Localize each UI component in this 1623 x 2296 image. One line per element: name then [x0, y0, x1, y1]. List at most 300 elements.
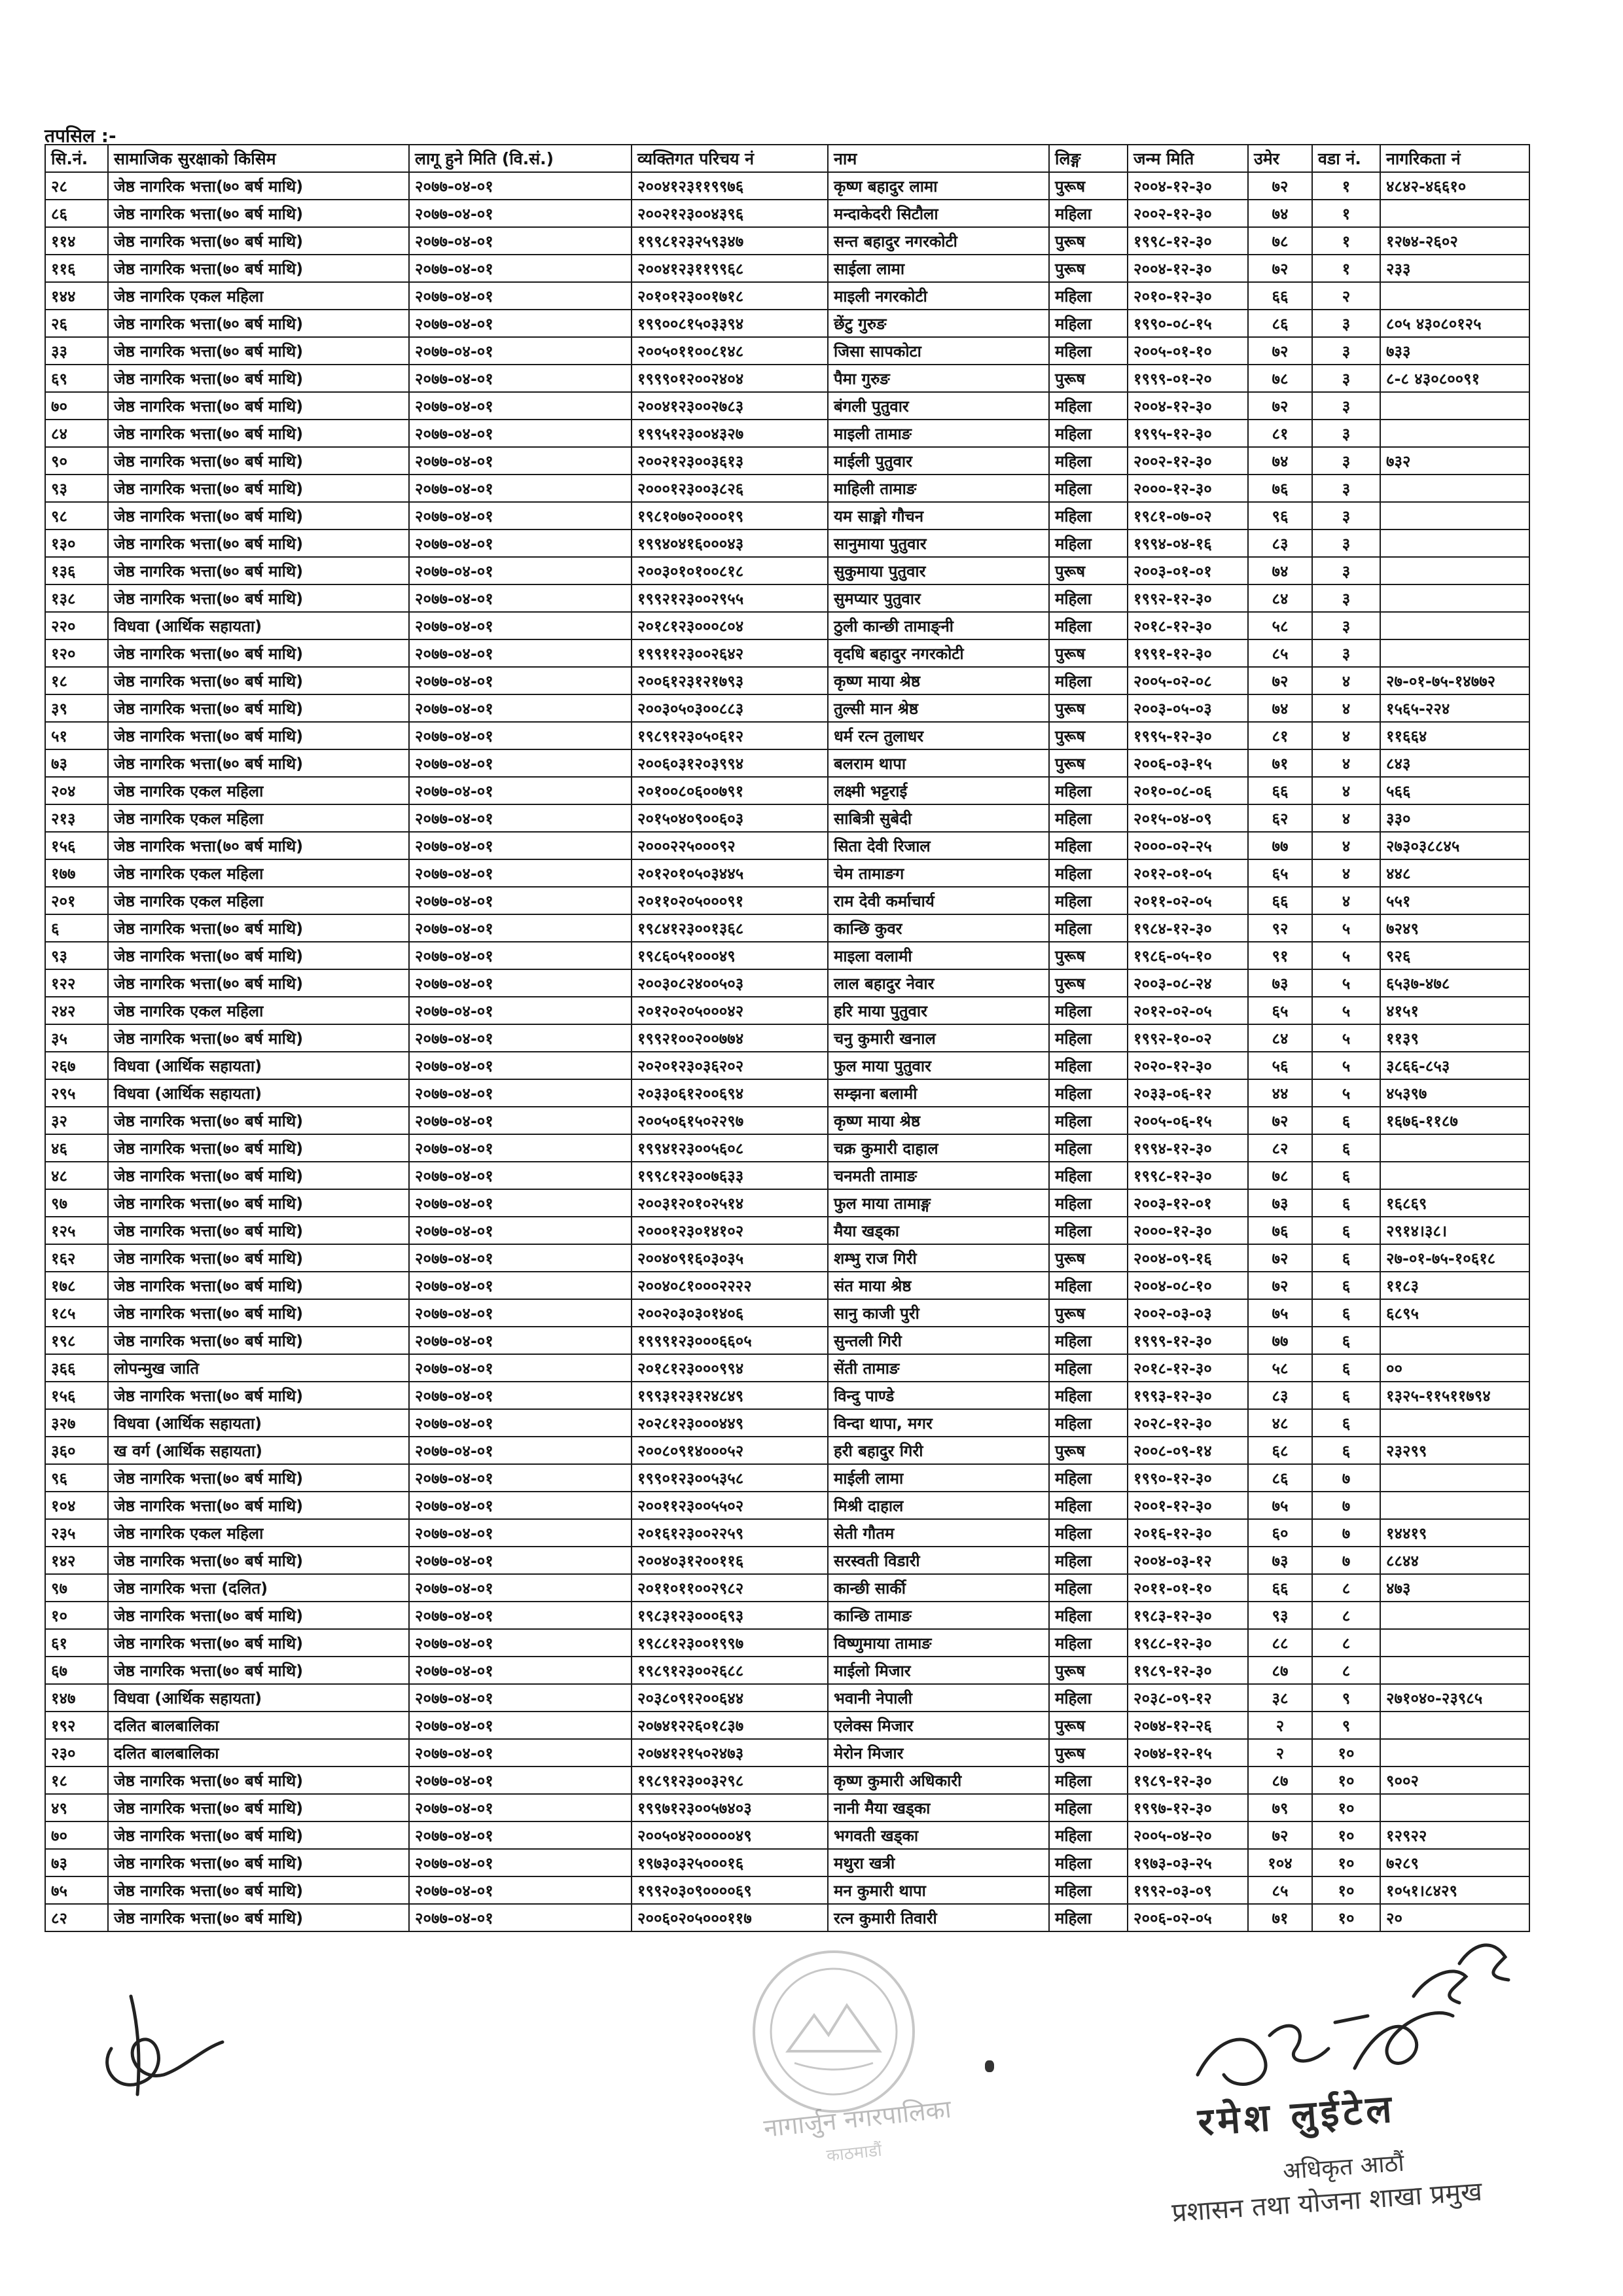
effective-date-cell: २०७७-०४-०१: [409, 1684, 632, 1712]
gender-cell: महिला: [1049, 1024, 1128, 1052]
name-cell: कृष्ण कुमारी अधिकारी: [828, 1767, 1049, 1794]
table-row: [45, 667, 1529, 694]
citizenship-cell: ११८३: [1380, 1272, 1529, 1299]
gender-cell: महिला: [1049, 1354, 1128, 1382]
effective-date-cell: २०७७-०४-०१: [409, 1217, 632, 1244]
birth-date-cell: २०००-१२-३०: [1128, 1217, 1248, 1244]
table-row: [45, 1821, 1529, 1849]
birth-date-cell: २०७४-१२-२६: [1128, 1712, 1248, 1739]
name-cell: माइला वलामी: [828, 942, 1049, 969]
effective-date-cell: २०७७-०४-०१: [409, 1767, 632, 1794]
personal-id-cell: १९९२१२३००२९५५: [632, 584, 828, 612]
citizenship-cell: [1380, 282, 1529, 310]
name-cell: वृदधि बहादुर नगरकोटी: [828, 639, 1049, 667]
table-row: [45, 1849, 1529, 1876]
personal-id-cell: २००२०३०३०१४०६: [632, 1299, 828, 1327]
ward-cell: ६: [1312, 1244, 1380, 1272]
age-cell: ७२: [1248, 667, 1312, 694]
table-row: [45, 1052, 1529, 1079]
gender-cell: पुरूष: [1049, 1739, 1128, 1767]
ward-cell: ५: [1312, 1052, 1380, 1079]
citizenship-cell: [1380, 200, 1529, 227]
name-cell: यम साङ्मो गौचन: [828, 502, 1049, 529]
birth-date-cell: १९९७-१२-३०: [1128, 1794, 1248, 1821]
name-cell: सेती गौतम: [828, 1519, 1049, 1547]
birth-date-cell: १९८३-१२-३०: [1128, 1602, 1248, 1629]
personal-id-cell: २००४१२३११९९७६: [632, 172, 828, 200]
personal-id-cell: १९९२०३०९००००६९: [632, 1876, 828, 1904]
ward-cell: १०: [1312, 1904, 1380, 1931]
gender-cell: महिला: [1049, 777, 1128, 804]
scheme-cell: जेष्ठ नागरिक भत्ता(७० बर्ष माथि): [108, 1849, 409, 1876]
birth-date-cell: १९९८-१२-३०: [1128, 1162, 1248, 1189]
age-cell: ७३: [1248, 969, 1312, 997]
serial-cell: ३५: [45, 1024, 108, 1052]
age-cell: ९३: [1248, 1602, 1312, 1629]
scheme-cell: जेष्ठ नागरिक भत्ता(७० बर्ष माथि): [108, 1602, 409, 1629]
birth-date-cell: २००४-०३-१२: [1128, 1547, 1248, 1574]
birth-date-cell: १९७३-०३-२५: [1128, 1849, 1248, 1876]
effective-date-cell: २०७७-०४-०१: [409, 1409, 632, 1437]
gender-cell: पुरूष: [1049, 1244, 1128, 1272]
ward-cell: ८: [1312, 1629, 1380, 1657]
gender-cell: पुरूष: [1049, 227, 1128, 255]
gender-cell: महिला: [1049, 1382, 1128, 1409]
age-cell: ७१: [1248, 749, 1312, 777]
name-cell: कान्छि तामाङ: [828, 1602, 1049, 1629]
age-cell: ७२: [1248, 392, 1312, 420]
age-cell: ८३: [1248, 529, 1312, 557]
scheme-cell: जेष्ठ नागरिक भत्ता(७० बर्ष माथि): [108, 1657, 409, 1684]
effective-date-cell: २०७७-०४-०१: [409, 722, 632, 749]
birth-date-cell: २००८-०९-१४: [1128, 1437, 1248, 1464]
name-cell: सन्त बहादुर नगरकोटी: [828, 227, 1049, 255]
personal-id-cell: २०२८१२३०००४४९: [632, 1409, 828, 1437]
citizenship-cell: ३८६६-८५३: [1380, 1052, 1529, 1079]
ward-cell: ३: [1312, 310, 1380, 337]
age-cell: ८७: [1248, 1767, 1312, 1794]
gender-cell: महिला: [1049, 1052, 1128, 1079]
name-cell: बंगली पुतुवार: [828, 392, 1049, 420]
citizenship-cell: २३३: [1380, 255, 1529, 282]
serial-cell: १४७: [45, 1684, 108, 1712]
personal-id-cell: २००३०१०१००८१८: [632, 557, 828, 584]
age-cell: १०४: [1248, 1849, 1312, 1876]
ward-cell: ४: [1312, 832, 1380, 859]
scheme-cell: जेष्ठ नागरिक भत्ता(७० बर्ष माथि): [108, 722, 409, 749]
table-row: [45, 420, 1529, 447]
citizenship-cell: ७२८९: [1380, 1849, 1529, 1876]
gender-cell: महिला: [1049, 310, 1128, 337]
serial-cell: ६७: [45, 1657, 108, 1684]
ward-cell: ५: [1312, 1079, 1380, 1107]
scheme-cell: विधवा (आर्थिक सहायता): [108, 612, 409, 639]
gender-cell: महिला: [1049, 1464, 1128, 1492]
age-cell: ९१: [1248, 942, 1312, 969]
birth-date-cell: २००३-०१-०१: [1128, 557, 1248, 584]
scheme-cell: जेष्ठ नागरिक भत्ता(७० बर्ष माथि): [108, 832, 409, 859]
serial-cell: ९०: [45, 447, 108, 475]
birth-date-cell: १९९९-१२-३०: [1128, 1327, 1248, 1354]
personal-id-cell: २०००१२३००३८२६: [632, 475, 828, 502]
age-cell: ७२: [1248, 1272, 1312, 1299]
personal-id-cell: १९७३०३२५०००१६: [632, 1849, 828, 1876]
scheme-cell: जेष्ठ नागरिक भत्ता(७० बर्ष माथि): [108, 1547, 409, 1574]
gender-cell: पुरूष: [1049, 1299, 1128, 1327]
ward-cell: ७: [1312, 1464, 1380, 1492]
personal-id-cell: २००४१२३००२७८३: [632, 392, 828, 420]
name-cell: माईली लामा: [828, 1464, 1049, 1492]
birth-date-cell: १९८८-१२-३०: [1128, 1629, 1248, 1657]
gender-cell: महिला: [1049, 1849, 1128, 1876]
table-row: [45, 1794, 1529, 1821]
table-row: [45, 1657, 1529, 1684]
effective-date-cell: २०७७-०४-०१: [409, 667, 632, 694]
column-header: लिङ्ग: [1049, 145, 1128, 172]
gender-cell: महिला: [1049, 1767, 1128, 1794]
gender-cell: महिला: [1049, 612, 1128, 639]
effective-date-cell: २०७७-०४-०१: [409, 1519, 632, 1547]
citizenship-cell: [1380, 529, 1529, 557]
effective-date-cell: २०७७-०४-०१: [409, 1492, 632, 1519]
gender-cell: महिला: [1049, 997, 1128, 1024]
serial-cell: २३५: [45, 1519, 108, 1547]
ward-cell: ६: [1312, 1107, 1380, 1134]
serial-cell: ८६: [45, 200, 108, 227]
ward-cell: ३: [1312, 337, 1380, 365]
effective-date-cell: २०७७-०४-०१: [409, 1024, 632, 1052]
citizenship-cell: [1380, 502, 1529, 529]
effective-date-cell: २०७७-०४-०१: [409, 942, 632, 969]
scheme-cell: जेष्ठ नागरिक भत्ता(७० बर्ष माथि): [108, 1189, 409, 1217]
scheme-cell: जेष्ठ नागरिक भत्ता(७० बर्ष माथि): [108, 1107, 409, 1134]
name-cell: सिता देवी रिजाल: [828, 832, 1049, 859]
ward-cell: ६: [1312, 1437, 1380, 1464]
serial-cell: ३६०: [45, 1437, 108, 1464]
personal-id-cell: २००३०५०३००८८३: [632, 694, 828, 722]
scheme-cell: जेष्ठ नागरिक भत्ता(७० बर्ष माथि): [108, 914, 409, 942]
serial-cell: ११६: [45, 255, 108, 282]
effective-date-cell: २०७७-०४-०१: [409, 1327, 632, 1354]
scheme-cell: जेष्ठ नागरिक एकल महिला: [108, 804, 409, 832]
citizenship-cell: ७२४९: [1380, 914, 1529, 942]
name-cell: चनमती तामाङ: [828, 1162, 1049, 1189]
citizenship-cell: २०: [1380, 1904, 1529, 1931]
birth-date-cell: २००३-०५-०३: [1128, 694, 1248, 722]
citizenship-cell: [1380, 639, 1529, 667]
personal-id-cell: २०७४१२२६०१८३७: [632, 1712, 828, 1739]
ward-cell: ३: [1312, 447, 1380, 475]
table-row: [45, 969, 1529, 997]
name-cell: चक्र कुमारी दाहाल: [828, 1134, 1049, 1162]
scheme-cell: जेष्ठ नागरिक एकल महिला: [108, 997, 409, 1024]
birth-date-cell: २००४-०८-१०: [1128, 1272, 1248, 1299]
serial-cell: २०४: [45, 777, 108, 804]
personal-id-cell: २०११०२०५०००९१: [632, 887, 828, 914]
scheme-cell: जेष्ठ नागरिक भत्ता(७० बर्ष माथि): [108, 1629, 409, 1657]
effective-date-cell: २०७७-०४-०१: [409, 1244, 632, 1272]
personal-id-cell: १९९४०४१६०००४३: [632, 529, 828, 557]
age-cell: ३८: [1248, 1684, 1312, 1712]
effective-date-cell: २०७७-०४-०१: [409, 1189, 632, 1217]
age-cell: ७७: [1248, 1327, 1312, 1354]
ward-cell: ३: [1312, 529, 1380, 557]
ward-cell: १०: [1312, 1876, 1380, 1904]
name-cell: विष्णुमाया तामाङ: [828, 1629, 1049, 1657]
column-header: सि.नं.: [45, 145, 108, 172]
age-cell: ८३: [1248, 1382, 1312, 1409]
scheme-cell: दलित बालबालिका: [108, 1712, 409, 1739]
serial-cell: १३६: [45, 557, 108, 584]
birth-date-cell: २०११-०२-०५: [1128, 887, 1248, 914]
citizenship-cell: १६७६-११८७: [1380, 1107, 1529, 1134]
age-cell: ८५: [1248, 639, 1312, 667]
scheme-cell: जेष्ठ नागरिक भत्ता(७० बर्ष माथि): [108, 392, 409, 420]
serial-cell: ६: [45, 914, 108, 942]
name-cell: साबित्री सुबेदी: [828, 804, 1049, 832]
gender-cell: पुरूष: [1049, 557, 1128, 584]
personal-id-cell: १९९२१००२००७७४: [632, 1024, 828, 1052]
citizenship-cell: २७१०४०-२३९८५: [1380, 1684, 1529, 1712]
scheme-cell: जेष्ठ नागरिक भत्ता(७० बर्ष माथि): [108, 1464, 409, 1492]
effective-date-cell: २०७७-०४-०१: [409, 694, 632, 722]
age-cell: ७२: [1248, 337, 1312, 365]
name-cell: छेंटु गुरुङ: [828, 310, 1049, 337]
personal-id-cell: २०७४१२१५०२४७३: [632, 1739, 828, 1767]
serial-cell: २०१: [45, 887, 108, 914]
effective-date-cell: २०७७-०४-०१: [409, 310, 632, 337]
gender-cell: पुरूष: [1049, 639, 1128, 667]
serial-cell: १३८: [45, 584, 108, 612]
ward-cell: १०: [1312, 1849, 1380, 1876]
name-cell: संत माया श्रेष्ठ: [828, 1272, 1049, 1299]
citizenship-cell: [1380, 475, 1529, 502]
citizenship-cell: [1380, 1464, 1529, 1492]
gender-cell: पुरूष: [1049, 969, 1128, 997]
name-cell: एलेक्स मिजार: [828, 1712, 1049, 1739]
gender-cell: पुरूष: [1049, 365, 1128, 392]
birth-date-cell: २०२०-१२-३०: [1128, 1052, 1248, 1079]
mountain-emblem-icon: [755, 1953, 912, 2110]
birth-date-cell: १९९२-०३-०९: [1128, 1876, 1248, 1904]
age-cell: ६५: [1248, 997, 1312, 1024]
gender-cell: महिला: [1049, 1574, 1128, 1602]
scheme-cell: जेष्ठ नागरिक भत्ता(७० बर्ष माथि): [108, 1272, 409, 1299]
column-header: जन्म मिति: [1128, 145, 1248, 172]
serial-cell: १२५: [45, 1217, 108, 1244]
age-cell: ७५: [1248, 1299, 1312, 1327]
personal-id-cell: २००८०९१४०००५२: [632, 1437, 828, 1464]
name-cell: मन कुमारी थापा: [828, 1876, 1049, 1904]
serial-cell: १८: [45, 667, 108, 694]
effective-date-cell: २०७७-०४-०१: [409, 1739, 632, 1767]
table-row: [45, 584, 1529, 612]
scheme-cell: जेष्ठ नागरिक भत्ता(७० बर्ष माथि): [108, 1767, 409, 1794]
age-cell: ७४: [1248, 200, 1312, 227]
gender-cell: महिला: [1049, 475, 1128, 502]
left-signature: [92, 1970, 236, 2114]
name-cell: कान्छि कुवर: [828, 914, 1049, 942]
effective-date-cell: २०७७-०४-०१: [409, 639, 632, 667]
table-row: [45, 1134, 1529, 1162]
gender-cell: महिला: [1049, 200, 1128, 227]
scheme-cell: जेष्ठ नागरिक भत्ता(७० बर्ष माथि): [108, 1134, 409, 1162]
table-row: [45, 1244, 1529, 1272]
personal-id-cell: १९९८१२३००७६३३: [632, 1162, 828, 1189]
table-row: [45, 859, 1529, 887]
table-row: [45, 804, 1529, 832]
gender-cell: महिला: [1049, 1547, 1128, 1574]
personal-id-cell: १९९९१२३०००६६०५: [632, 1327, 828, 1354]
name-cell: माईलो मिजार: [828, 1657, 1049, 1684]
scheme-cell: जेष्ठ नागरिक भत्ता(७० बर्ष माथि): [108, 337, 409, 365]
scheme-cell: ख वर्ग (आर्थिक सहायता): [108, 1437, 409, 1464]
age-cell: ७२: [1248, 255, 1312, 282]
ward-cell: ३: [1312, 612, 1380, 639]
name-cell: माइली नगरकोटी: [828, 282, 1049, 310]
personal-id-cell: १९९५१२३००४३२७: [632, 420, 828, 447]
ward-cell: ३: [1312, 420, 1380, 447]
serial-cell: ९८: [45, 502, 108, 529]
birth-date-cell: २००४-१२-३०: [1128, 172, 1248, 200]
citizenship-cell: [1380, 557, 1529, 584]
table-row: [45, 1079, 1529, 1107]
personal-id-cell: २०१८१२३०००८०४: [632, 612, 828, 639]
effective-date-cell: २०७७-०४-०१: [409, 1574, 632, 1602]
age-cell: ८८: [1248, 1629, 1312, 1657]
birth-date-cell: २००३-०८-२४: [1128, 969, 1248, 997]
table-row: [45, 1272, 1529, 1299]
citizenship-cell: १५६५-२२४: [1380, 694, 1529, 722]
age-cell: ८७: [1248, 1657, 1312, 1684]
serial-cell: ८४: [45, 420, 108, 447]
personal-id-cell: १९८१०७०२०००१९: [632, 502, 828, 529]
citizenship-cell: [1380, 1134, 1529, 1162]
table-row: [45, 1162, 1529, 1189]
personal-id-cell: १९८९१२३०५०६१२: [632, 722, 828, 749]
citizenship-cell: ४५३९७: [1380, 1079, 1529, 1107]
serial-cell: ८२: [45, 1904, 108, 1931]
table-row: [45, 529, 1529, 557]
gender-cell: महिला: [1049, 1134, 1128, 1162]
personal-id-cell: १९८९१२३००२६८८: [632, 1657, 828, 1684]
age-cell: ८१: [1248, 420, 1312, 447]
table-row: [45, 392, 1529, 420]
citizenship-cell: [1380, 1794, 1529, 1821]
scheme-cell: जेष्ठ नागरिक भत्ता(७० बर्ष माथि): [108, 1904, 409, 1931]
citizenship-cell: [1380, 1629, 1529, 1657]
table-row: [45, 612, 1529, 639]
personal-id-cell: १९९९०१२००२४०४: [632, 365, 828, 392]
personal-id-cell: २००६०३१२०३९९४: [632, 749, 828, 777]
ward-cell: २: [1312, 282, 1380, 310]
citizenship-cell: ३३०: [1380, 804, 1529, 832]
age-cell: ७२: [1248, 1821, 1312, 1849]
ward-cell: ३: [1312, 502, 1380, 529]
table-row: [45, 942, 1529, 969]
personal-id-cell: १९८४१२३००१३६८: [632, 914, 828, 942]
citizenship-cell: २३२९९: [1380, 1437, 1529, 1464]
effective-date-cell: २०७७-०४-०१: [409, 997, 632, 1024]
ward-cell: ३: [1312, 557, 1380, 584]
age-cell: ६८: [1248, 1437, 1312, 1464]
scheme-cell: जेष्ठ नागरिक भत्ता(७० बर्ष माथि): [108, 749, 409, 777]
table-row: [45, 997, 1529, 1024]
gender-cell: महिला: [1049, 1629, 1128, 1657]
scheme-cell: विधवा (आर्थिक सहायता): [108, 1079, 409, 1107]
table-row: [45, 310, 1529, 337]
table-row: [45, 255, 1529, 282]
ward-cell: ५: [1312, 914, 1380, 942]
table-row: [45, 1299, 1529, 1327]
age-cell: ७५: [1248, 1492, 1312, 1519]
gender-cell: पुरूष: [1049, 1712, 1128, 1739]
effective-date-cell: २०७७-०४-०१: [409, 1629, 632, 1657]
personal-id-cell: २०१५०४०९००६०३: [632, 804, 828, 832]
gender-cell: पुरूष: [1049, 255, 1128, 282]
table-row: [45, 1547, 1529, 1574]
effective-date-cell: २०७७-०४-०१: [409, 1354, 632, 1382]
signatory-department: प्रशासन तथा योजना शाखा प्रमुख: [1171, 2176, 1484, 2229]
table-row: [45, 1437, 1529, 1464]
citizenship-cell: [1380, 1739, 1529, 1767]
scheme-cell: जेष्ठ नागरिक भत्ता(७० बर्ष माथि): [108, 942, 409, 969]
age-cell: ७४: [1248, 447, 1312, 475]
ward-cell: ९: [1312, 1684, 1380, 1712]
birth-date-cell: २००६-०३-१५: [1128, 749, 1248, 777]
table-row: [45, 502, 1529, 529]
name-cell: चनु कुमारी खनाल: [828, 1024, 1049, 1052]
effective-date-cell: २०७७-०४-०१: [409, 1876, 632, 1904]
personal-id-cell: २००२१२३००३६१३: [632, 447, 828, 475]
serial-cell: २१३: [45, 804, 108, 832]
table-row: [45, 639, 1529, 667]
personal-id-cell: २०३८०९१२००६४४: [632, 1684, 828, 1712]
effective-date-cell: २०७७-०४-०१: [409, 502, 632, 529]
birth-date-cell: २०१६-१२-३०: [1128, 1519, 1248, 1547]
personal-id-cell: २०१२०२०५०००४२: [632, 997, 828, 1024]
birth-date-cell: २०२८-१२-३०: [1128, 1409, 1248, 1437]
table-row: [45, 777, 1529, 804]
name-cell: विन्दु पाण्डे: [828, 1382, 1049, 1409]
citizenship-cell: ७३३: [1380, 337, 1529, 365]
table-row: [45, 1024, 1529, 1052]
citizenship-cell: ११३९: [1380, 1024, 1529, 1052]
citizenship-cell: २७-०१-७५-१०६१८: [1380, 1244, 1529, 1272]
serial-cell: २९५: [45, 1079, 108, 1107]
table-row: [45, 694, 1529, 722]
serial-cell: १४२: [45, 1547, 108, 1574]
citizenship-cell: २९१४।३८।: [1380, 1217, 1529, 1244]
serial-cell: ३३: [45, 337, 108, 365]
table-body: [45, 172, 1529, 1931]
gender-cell: महिला: [1049, 420, 1128, 447]
effective-date-cell: २०७७-०४-०१: [409, 1547, 632, 1574]
effective-date-cell: २०७७-०४-०१: [409, 1079, 632, 1107]
serial-cell: १६२: [45, 1244, 108, 1272]
name-cell: सरस्वती विडारी: [828, 1547, 1049, 1574]
personal-id-cell: २००४०८१०००२२२२: [632, 1272, 828, 1299]
gender-cell: महिला: [1049, 667, 1128, 694]
effective-date-cell: २०७७-०४-०१: [409, 172, 632, 200]
birth-date-cell: २०३३-०६-१२: [1128, 1079, 1248, 1107]
effective-date-cell: २०७७-०४-०१: [409, 749, 632, 777]
gender-cell: पुरूष: [1049, 942, 1128, 969]
serial-cell: ४९: [45, 1794, 108, 1821]
citizenship-cell: ८०५ ४३०८०१२५: [1380, 310, 1529, 337]
birth-date-cell: १९९२-१०-०२: [1128, 1024, 1248, 1052]
serial-cell: २८: [45, 172, 108, 200]
